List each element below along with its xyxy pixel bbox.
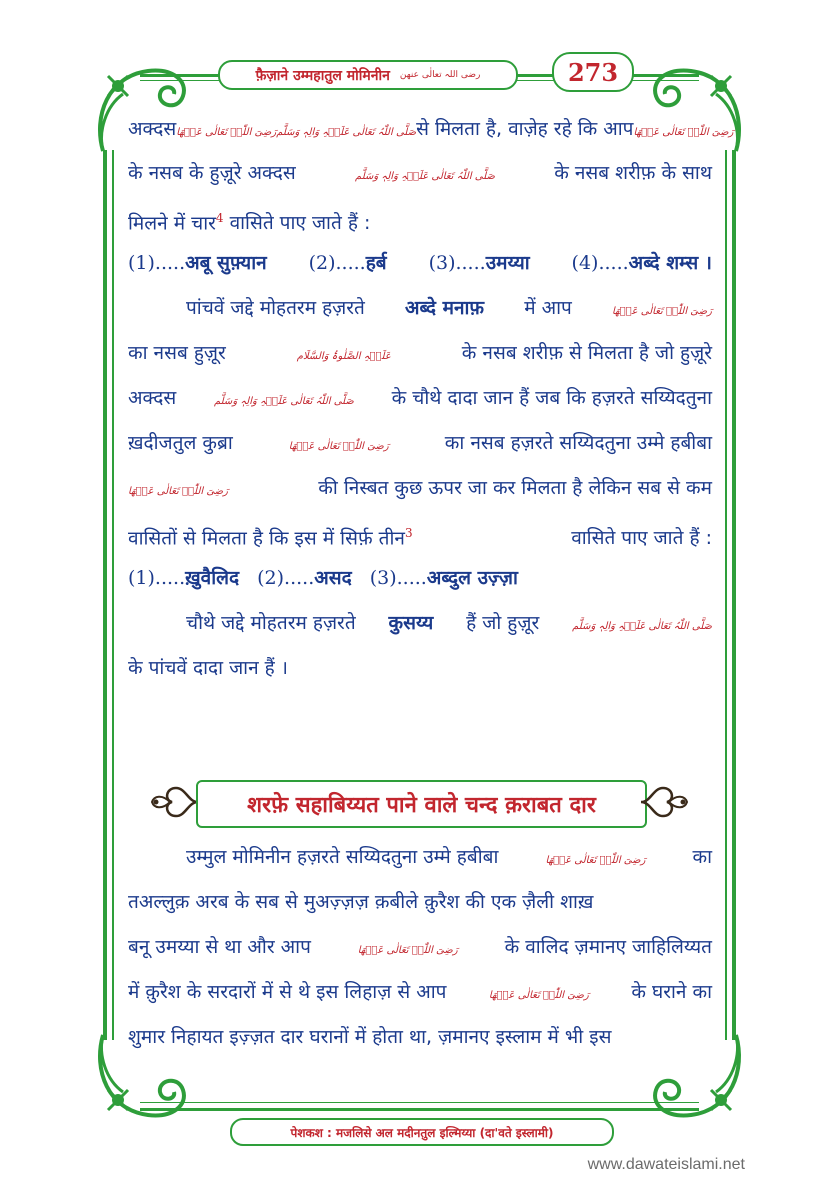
- honorific-saw: صَلَّی اللّٰہُ تَعَالٰی عَلَیۡہِ وَالِہٖ وَسَلَّم: [213, 396, 354, 407]
- honorific-alayhis: عَلَیۡہِ الصَّلٰوۃُ وَالسَّلَام: [296, 351, 391, 362]
- section-heading: [148, 776, 691, 828]
- text-line: का नसब हुज़ूर عَلَیۡہِ الصَّلٰوۃُ وَالسَّلَام के नसब शरीफ़ से मिलता है जो हुज़ूरे: [128, 333, 712, 373]
- text-line: शुमार निहायत इज़्ज़त दार घरानों में होता था, ज़मानए इस्लाम में भी इस: [128, 1026, 612, 1048]
- honorific-ranha: رَضِیَ اللّٰہُ تَعَالٰی عَنۡھَا: [611, 306, 712, 317]
- publisher-text: पेशकश : मजलिसे अल मदीनतुल इल्मिय्या (दा'वते इस्लामी): [290, 1125, 554, 1140]
- text-line: में क़ुरैश के सरदारों में से थे इस लिहाज़ से आप رَضِیَ اللّٰہُ تَعَالٰی عَنۡھَا के घराने का: [128, 972, 712, 1012]
- border-right-inner: [725, 150, 727, 1040]
- footnote-ref: 4: [215, 211, 224, 225]
- text-line: के पांचवें दादा जान हैं ।: [128, 657, 289, 679]
- running-header: [218, 60, 518, 90]
- book-title: फ़ैज़ाने उम्महातुल मोमिनीन: [255, 67, 390, 84]
- border-left-inner: [112, 150, 114, 1040]
- border-left: [103, 150, 107, 1040]
- border-bottom-inner: [140, 1102, 699, 1103]
- honorific-saw: صَلَّی اللّٰہُ تَعَالٰی عَلَیۡہِ وَالِہٖ وَسَلَّم: [355, 171, 495, 182]
- page-number-badge: [552, 52, 634, 92]
- scroll-ornament-icon: [148, 780, 200, 824]
- honorific-ranha: رَضِیَ اللّٰہُ تَعَالٰی عَنۡھَا: [288, 441, 389, 452]
- text-line: अक्दस صَلَّی اللّٰہُ تَعَالٰی عَلَیۡہِ وَالِہٖ وَسَلَّم के चौथे दादा जान हैं जब कि हज़रते सय्यिदतुना: [128, 378, 712, 418]
- border-right: [732, 150, 736, 1040]
- text-line: अक्दस رَضِیَ اللّٰہُ تَعَالٰی عَنۡھَا صَلَّی اللّٰہُ تَعَالٰی عَلَیۡہِ وَالِہٖ وَسَلَّم से मिलता है, वाज़ेह रहे कि आप رَضِیَ اللّٰہُ تَعَالٰی عَنۡھَا: [128, 109, 712, 149]
- heading-text: शरफ़े सहाबिय्यत पाने वाले चन्द क़राबत दार: [247, 793, 596, 818]
- text-line: उम्मुल मोमिनीन हज़रते सय्यिदतुना उम्मे हबीबा رَضِیَ اللّٰہُ تَعَالٰی عَنۡھَا का: [128, 837, 712, 877]
- text-line: رَضِیَ اللّٰہُ تَعَالٰی عَنۡھَا की निस्बत कुछ ऊपर जा कर मिलता है लेकिन सब से कम: [128, 468, 712, 508]
- publisher-footer: [230, 1118, 614, 1146]
- text-line: ख़दीजतुल कुब्रा رَضِیَ اللّٰہُ تَعَالٰی عَنۡھَا का नसब हज़रते सय्यिदतुना उम्मे हबीबा: [128, 423, 712, 463]
- text-line: तअल्लुक़ अरब के सब से मुअज़्ज़ज़ क़बीले क़ुरैश की एक ज़ैली शाख़: [128, 891, 594, 913]
- text-line: बनू उमय्या से था और आप رَضِیَ اللّٰہُ تَعَالٰی عَنۡھَا के वालिद ज़मानए जाहिलिय्यत: [128, 927, 712, 967]
- honorific-ranha: رَضِیَ اللّٰہُ تَعَالٰی عَنۡھَا: [357, 945, 458, 956]
- honorific-saw: صَلَّی اللّٰہُ تَعَالٰی عَلَیۡہِ وَالِہٖ وَسَلَّم: [572, 621, 712, 632]
- honorific-ranha: رَضِیَ اللّٰہُ تَعَالٰی عَنۡھَا: [545, 855, 646, 866]
- lineage-list: (1).....ख़ुवैलिद (2).....असद (3).....अब्दुल उज़्ज़ा: [128, 567, 518, 589]
- text-line: मिलने में चार$^4$ वासिते पाए जाते हैं :: [128, 211, 371, 235]
- heading-box: [196, 780, 647, 828]
- text-line: चौथे जद्दे मोहतरम हज़रते कुसय्य हैं जो हुज़ूर صَلَّی اللّٰہُ تَعَالٰی عَلَیۡہِ وَالِہٖ وَسَلَّم: [128, 603, 712, 643]
- footnote-ref: 3: [404, 526, 413, 540]
- header-honorific: رضی اللہ تعالٰی عنھن: [399, 70, 481, 80]
- honorific-ranha: رَضِیَ اللّٰہُ تَعَالٰی عَنۡھَا: [488, 990, 589, 1001]
- honorific-ranha: رَضِیَ اللّٰہُ تَعَالٰی عَنۡھَا: [176, 127, 277, 138]
- text-line: वासितों से मिलता है कि इस में सिर्फ़ तीन$^3$ वासिते पाए जाते हैं :: [128, 526, 712, 550]
- honorific-saw: صَلَّی اللّٰہُ تَعَالٰی عَلَیۡہِ وَالِہٖ وَسَلَّم: [276, 127, 417, 138]
- scroll-ornament-icon: [639, 780, 691, 824]
- text-line: पांचवें जद्दे मोहतरम हज़रते अब्दे मनाफ़ में आप رَضِیَ اللّٰہُ تَعَالٰی عَنۡھَا: [128, 288, 712, 328]
- border-bottom: [140, 1108, 699, 1111]
- honorific-ranha: رَضِیَ اللّٰہُ تَعَالٰی عَنۡھَا: [633, 127, 734, 138]
- lineage-list: (1).....अबू सुफ़्यान (2).....हर्ब (3).....उमय्या (4).....अब्दे शम्स ।: [128, 252, 712, 274]
- text-line: के नसब के हुज़ूरे अक्दस صَلَّی اللّٰہُ تَعَالٰی عَلَیۡہِ وَالِہٖ وَسَلَّم के नसब शरीफ़ के साथ: [128, 153, 712, 193]
- honorific-ranha: رَضِیَ اللّٰہُ تَعَالٰی عَنۡھَا: [128, 486, 228, 497]
- website-url[interactable]: www.dawateislami.net: [587, 1156, 745, 1173]
- page-number: 273: [567, 57, 619, 87]
